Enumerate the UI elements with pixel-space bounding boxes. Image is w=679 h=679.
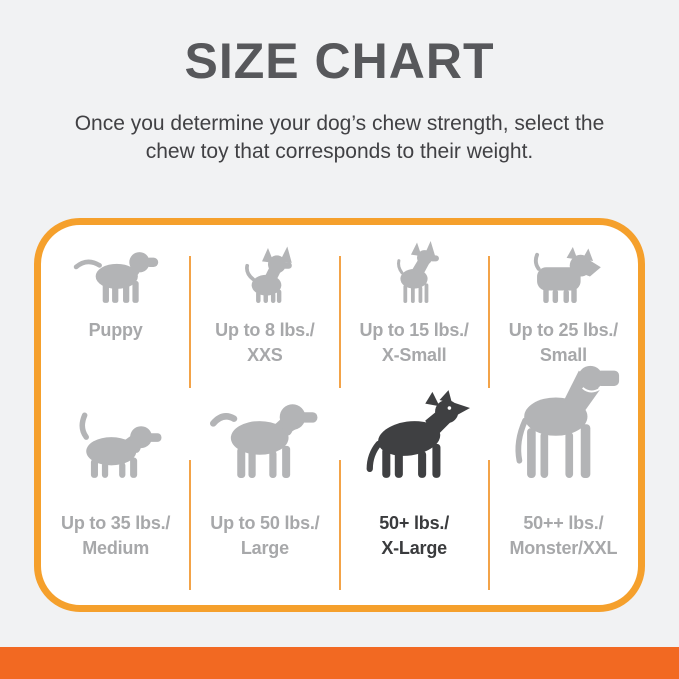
size-label (210, 511, 319, 561)
size-label-line1: Up to 15 lbs./ (359, 320, 469, 340)
column-divider (189, 256, 191, 388)
toy-dog-icon (385, 239, 443, 303)
size-label-line2: Small (539, 345, 587, 365)
column-divider (339, 256, 341, 388)
size-label-line1: Up to 25 lbs./ (508, 320, 618, 340)
great-dane-dog-icon (506, 373, 621, 478)
size-label-line1: 50+ lbs./ (379, 513, 449, 533)
labrador-dog-icon (210, 373, 319, 478)
great-dane-silhouette-svg (506, 361, 621, 478)
size-cell-x-small (340, 225, 489, 373)
size-label-line1: Up to 50 lbs./ (210, 513, 320, 533)
column-divider (488, 460, 490, 590)
size-cell-puppy (41, 225, 190, 373)
size-cell-xxs (190, 225, 339, 373)
size-label-line2: Medium (82, 538, 150, 558)
column-divider (488, 256, 490, 388)
size-label (61, 511, 170, 561)
puppy-silhouette-svg (73, 245, 159, 303)
size-label (360, 318, 469, 368)
column-divider (189, 460, 191, 590)
size-label-line2: X-Large (381, 538, 447, 558)
size-label (89, 318, 143, 343)
size-label (215, 318, 314, 368)
size-cell-large (190, 373, 339, 605)
size-label-line1: Up to 35 lbs./ (61, 513, 171, 533)
beagle-silhouette-svg (69, 412, 163, 478)
subtitle-line1: Once you determine your dog’s chew strength, select the (74, 112, 605, 135)
size-cell-medium (41, 373, 190, 605)
size-cell-x-large (340, 373, 489, 605)
size-label-line1: Puppy (88, 320, 143, 340)
size-label-line2: Monster/XXL (509, 538, 618, 558)
toy-dog-silhouette-svg (385, 241, 443, 303)
terrier-dog-icon (526, 239, 601, 303)
subtitle-line2: chew toy that corresponds to their weight. (145, 140, 534, 163)
size-label (379, 511, 449, 561)
chihuahua-dog-icon (235, 239, 295, 303)
size-label-line2: Large (240, 538, 289, 558)
cattle-dog-icon (359, 373, 470, 478)
page-title: SIZE CHART (184, 33, 495, 89)
size-cell-monster-xxl (489, 373, 638, 605)
terrier-silhouette-svg (526, 247, 601, 303)
accent-bottom-bar (0, 647, 679, 679)
size-label-line1: Up to 8 lbs./ (215, 320, 315, 340)
size-label-line2: X-Small (381, 345, 447, 365)
labrador-silhouette-svg (210, 393, 319, 478)
page-subtitle (0, 110, 679, 166)
size-label-line2: XXS (247, 345, 283, 365)
beagle-dog-icon (69, 373, 163, 478)
size-cell-small (489, 225, 638, 373)
size-label-line1: 50++ lbs./ (523, 513, 604, 533)
puppy-dog-icon (73, 239, 159, 303)
chihuahua-silhouette-svg (235, 245, 295, 303)
column-divider (339, 460, 341, 590)
size-label (509, 511, 617, 561)
cattle-dog-silhouette-svg (359, 390, 470, 478)
size-chart-box (34, 218, 645, 612)
